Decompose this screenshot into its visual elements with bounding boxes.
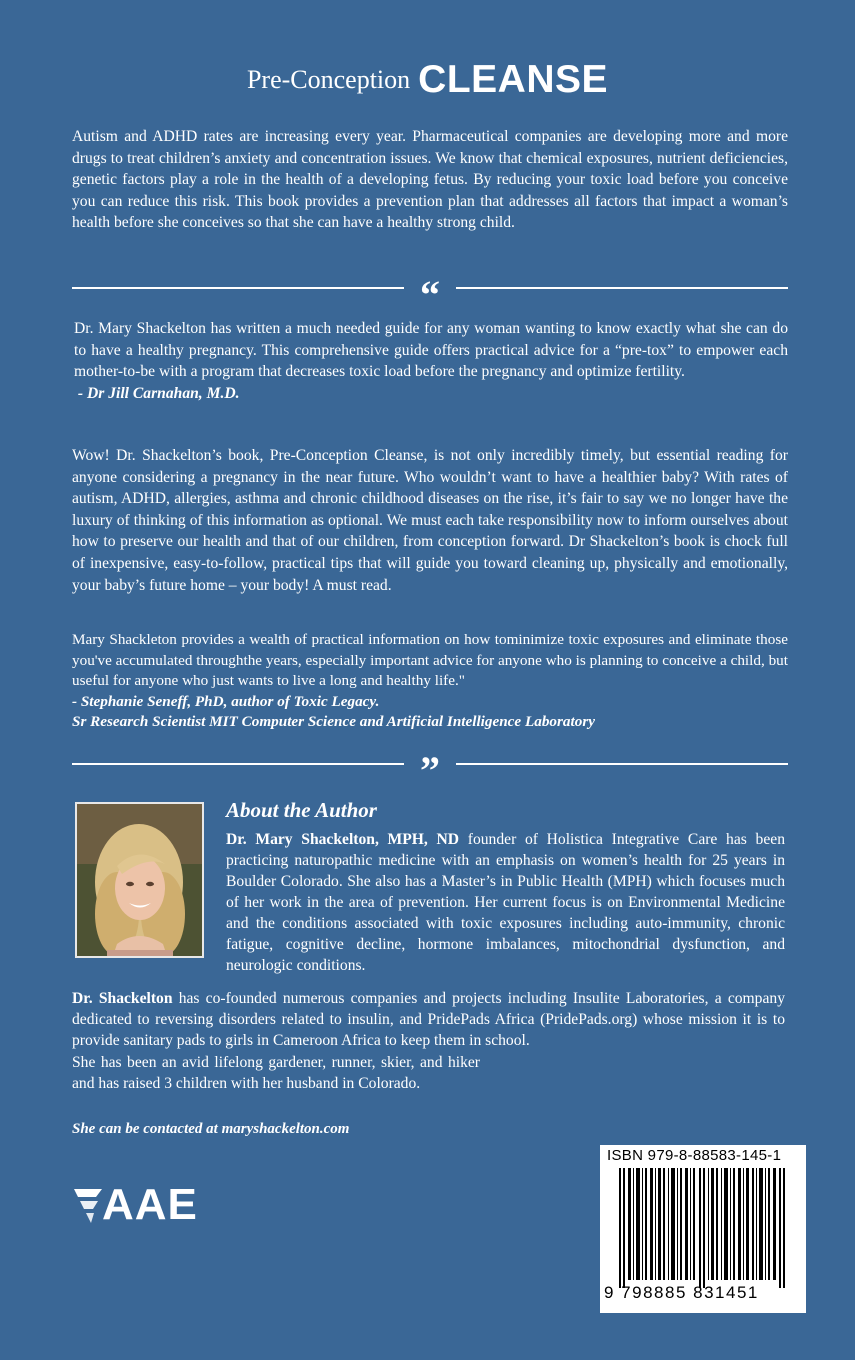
cover-title [0, 58, 855, 102]
title-small: Pre-Conception [246, 65, 411, 94]
author-bio [226, 829, 785, 976]
divider-line [456, 287, 788, 289]
quote-attribution: - Dr Jill Carnahan, M.D. [74, 384, 240, 402]
author-photo [75, 802, 204, 958]
quote-attribution: - Stephanie Seneff, PhD, author of Toxic Legacy. [72, 692, 380, 710]
isbn-digits: 9 798885 831451 [604, 1283, 759, 1302]
divider-line [72, 287, 404, 289]
author-cofounded-text: has co-founded numerous companies and projects including Insulite Laboratories, a company dedicated to reversing disorders related to insulin, and PridePads Africa (PridePads.org) whose mission it is to provide sanitary pads to girls in Cameroon Africa to keep them in school. [72, 990, 785, 1049]
quote-divider-close [72, 748, 788, 793]
close-quote-icon: ” [420, 748, 440, 793]
divider-line [456, 763, 788, 765]
publisher-logo-text: AAE [102, 1180, 198, 1229]
quote-text: Mary Shackleton provides a wealth of practical information on how tominimize toxic exposures and eliminate those you've accumulated throughthe years, especially important advice for anyone who is planning to conceive a child, but useful for anyone who just wants to live a long and healthy life." [72, 631, 788, 689]
author-contact: She can be contacted at maryshackelton.com [72, 1121, 350, 1137]
author-name: Dr. Mary Shackelton, MPH, ND [226, 831, 460, 848]
isbn-barcode-box [600, 1145, 806, 1313]
intro-text: Autism and ADHD rates are increasing every year. Pharmaceutical companies are developing more and more drugs to treat children’s anxiety and concentration issues. We know that chemical exposures, nutrient deficiencies, genetic factors play a role in the health of a developing fetus. By reducing your toxic load before you conceive you can reduce this risk. This book provides a prevention plan that addresses all factors that impact a woman’s health before she conceives so that she can have a healthy strong child. [72, 128, 788, 232]
author-portrait-image [77, 804, 202, 956]
quote-text: Dr. Mary Shackelton has written a much needed guide for any woman wanting to know exactly what she can do to have a healthy pregnancy. This comprehensive guide offers practical advice for a “pre-tox” to empower each mother-to-be with a program that decreases toxic load before the pregnancy and optimize fertility. [74, 320, 788, 381]
author-hobbies: She has been an avid lifelong gardener, runner, skier, and hiker and has raised 3 children with her husband in Colorado. [72, 1054, 480, 1092]
quote-review [72, 445, 788, 596]
title-large: CLEANSE [418, 58, 609, 101]
quote-text: Wow! Dr. Shackelton’s book, Pre-Conception Cleanse, is not only incredibly timely, but essential reading for anyone considering a pregnancy in the near future. Who wouldn’t want to have a healthier baby? With rates of autism, ADHD, allergies, asthma and chronic childhood diseases on the rise, it’s fair to say we no longer have the luxury of thinking of this information as optional. We must each take responsibility now to inform ourselves about how to preserve our health and that of our children, from conception forward. Dr Shackelton’s book is chock full of inexpensive, easy-to-follow, practical tips that will guide you toward cleaning up, physically and emotionally, your baby’s future home – your body! A must read. [72, 447, 788, 594]
barcode-icon [619, 1168, 789, 1288]
author-cofounded [72, 988, 785, 1051]
open-quote-icon: “ [420, 272, 440, 317]
publisher-logo [72, 1180, 212, 1229]
quote-divider-open [72, 272, 788, 317]
divider-line [72, 763, 404, 765]
quote-attribution-title: Sr Research Scientist MIT Computer Science and Artificial Intelligence Laboratory [72, 713, 595, 730]
isbn-label: ISBN 979-8-88583-145-1 [607, 1147, 782, 1164]
intro-paragraph [72, 126, 788, 234]
about-author-heading: About the Author [226, 798, 377, 822]
quote-carnahan [74, 318, 788, 404]
author-bio-text: founder of Holistica Integrative Care has been practicing naturopathic medicine with an emphasis on women’s health for 25 years in Boulder Colorado. She also has a Master’s in Public Health (MPH) which focuses much of her work in the area of prevention. Her current focus is on Environmental Medicine and the conditions associated with toxic exposures including auto-immunity, chronic fatigue, cognitive decline, hormone imbalances, mitochondrial dysfunction, and neurologic conditions. [226, 831, 785, 974]
author-short-name: Dr. Shackelton [72, 990, 173, 1007]
quote-seneff [72, 630, 788, 733]
